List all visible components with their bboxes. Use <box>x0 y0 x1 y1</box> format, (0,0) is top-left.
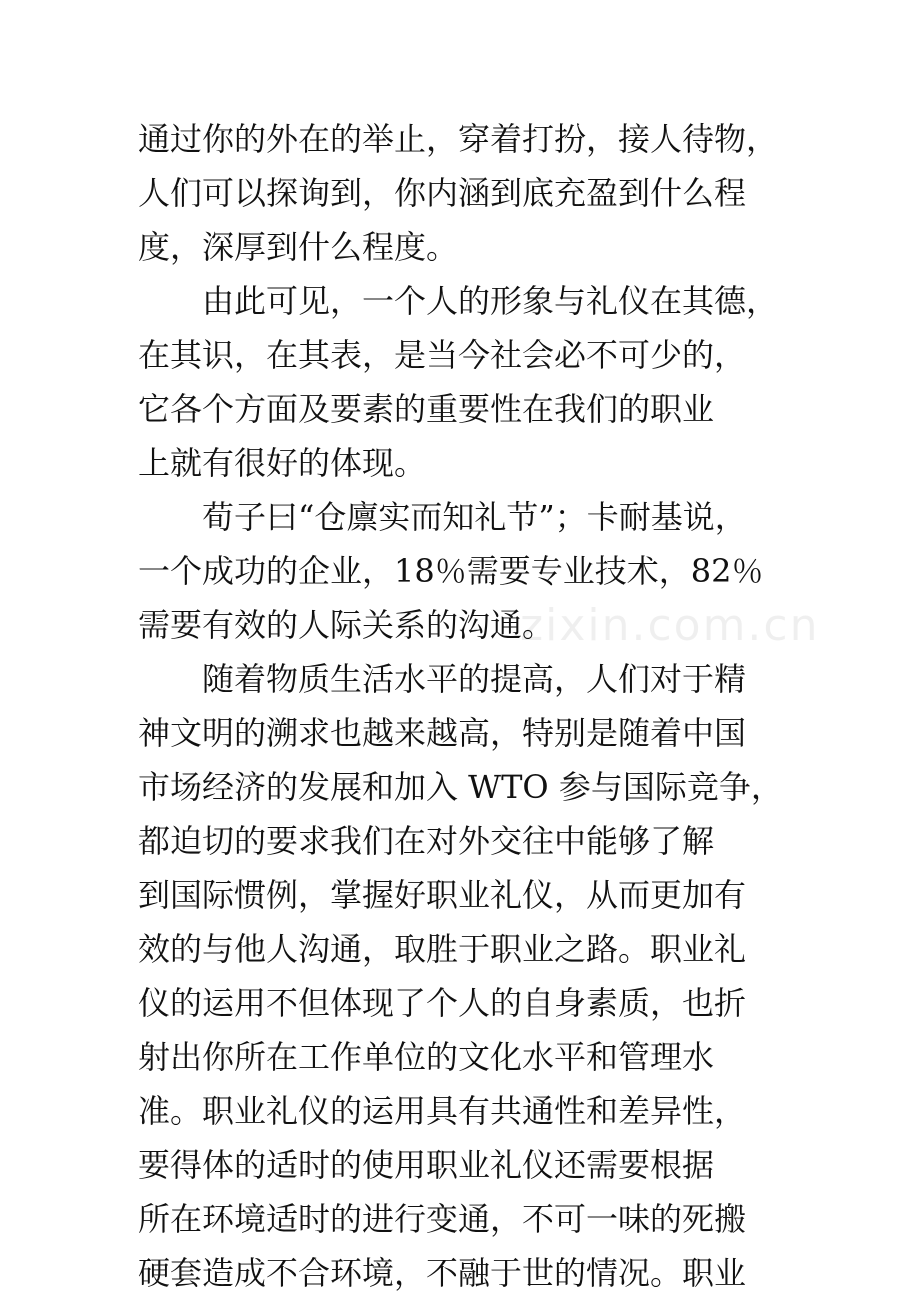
text-line: 度，深厚到什么程度。 <box>138 228 459 266</box>
text-line: 硬套造成不合环境，不融于世的情况。职业 <box>138 1254 747 1292</box>
paragraph-start-line: 随着物质生活水平的提高，人们对于精 <box>138 660 747 698</box>
text-line: 上就有很好的体现。 <box>138 444 427 482</box>
text-line: 射出你所在工作单位的文化水平和管理水 <box>138 1038 715 1076</box>
text-line: 通过你的外在的举止，穿着打扮，接人待物， <box>138 120 779 158</box>
text-line: 在其识，在其表，是当今社会必不可少的， <box>138 336 747 374</box>
text-line: 准。职业礼仪的运用具有共通性和差异性， <box>138 1092 747 1130</box>
text-line: 所在环境适时的进行变通，不可一味的死搬 <box>138 1200 747 1238</box>
text-line: 它各个方面及要素的重要性在我们的职业 <box>138 390 715 428</box>
text-line: 都迫切的要求我们在对外交往中能够了解 <box>138 822 715 860</box>
watermark: zixin.com.cn <box>520 600 820 651</box>
text-line: 需要有效的人际关系的沟通。 <box>138 606 555 644</box>
paragraph-start-line: 荀子曰“仓廪实而知礼节”；卡耐基说， <box>138 498 747 536</box>
text-line: 一个成功的企业，18％需要专业技术，82％ <box>138 552 764 590</box>
body-text <box>138 112 818 1300</box>
text-line: 人们可以探询到，你内涵到底充盈到什么程 <box>138 174 747 212</box>
paragraph-start-line: 由此可见，一个人的形象与礼仪在其德， <box>138 282 779 320</box>
text-line: 到国际惯例，掌握好职业礼仪，从而更加有 <box>138 876 747 914</box>
text-line: 仪的运用不但体现了个人的自身素质，也折 <box>138 984 747 1022</box>
text-line: 效的与他人沟通，取胜于职业之路。职业礼 <box>138 930 747 968</box>
text-line: 要得体的适时的使用职业礼仪还需要根据 <box>138 1146 715 1184</box>
text-line: 市场经济的发展和加入 WTO 参与国际竞争， <box>138 768 783 806</box>
text-line: 神文明的溯求也越来越高，特别是随着中国 <box>138 714 747 752</box>
